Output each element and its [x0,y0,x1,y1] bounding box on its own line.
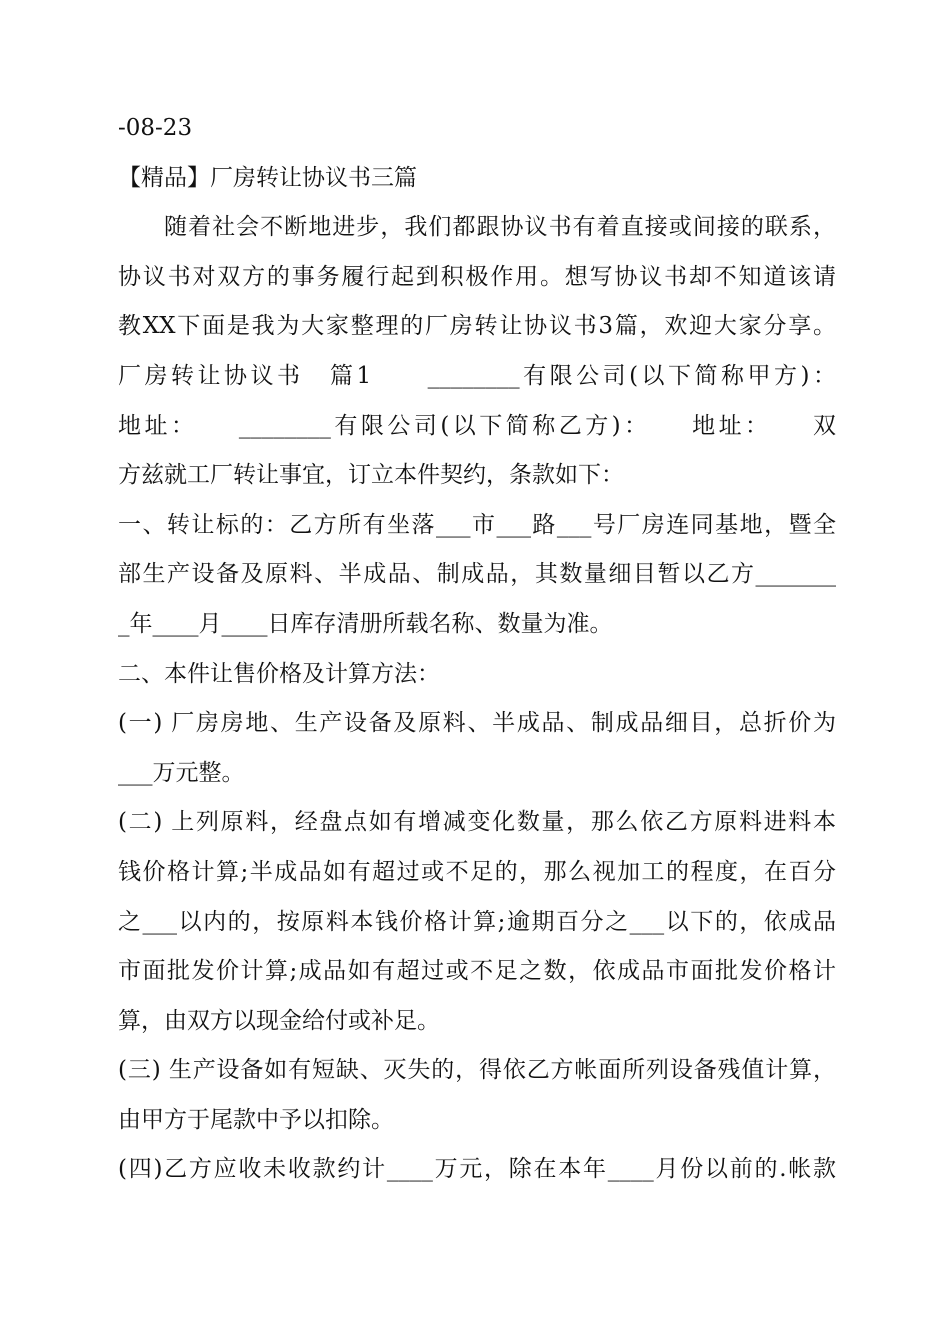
paragraph-line: (四)乙方应收未收款约计____万元，除在本年____月份以前的.帐款 [118,1156,836,1183]
paragraph-line: 之___以内的，按原料本钱价格计算;逾期百分之___以下的，依成品 [118,908,836,935]
paragraph-line: 地址： ________有限公司(以下简称乙方)： 地址： 双 [118,412,836,439]
paragraph-line: 方兹就工厂转让事宜，订立本件契约，条款如下： [118,462,624,489]
paragraph-line: 由甲方于尾款中予以扣除。 [118,1106,394,1133]
document-page [118,104,836,1195]
paragraph-line: 市面批发价计算;成品如有超过或不足之数，依成品市面批发价格计 [118,958,836,985]
paragraph-line: 厂房转让协议书 篇1 ________有限公司(以下简称甲方)： [118,362,836,389]
paragraph-line: 随着社会不断地进步，我们都跟协议书有着直接或间接的联系， [164,214,836,241]
paragraph-line: 一、转让标的：乙方所有坐落___市___路___号厂房连同基地，暨全 [118,511,836,538]
document-title: 【精品】厂房转让协议书三篇 [118,164,417,191]
paragraph-line: 教XX下面是我为大家整理的厂房转让协议书3篇，欢迎大家分享。 [118,313,836,340]
paragraph-line: _年____月____日库存清册所载名称、数量为准。 [118,610,613,637]
paragraph-line: 部生产设备及原料、半成品、制成品，其数量细目暂以乙方_______ [118,561,836,588]
paragraph-line: 协议书对双方的事务履行起到积极作用。想写协议书却不知道该请 [118,263,836,290]
paragraph-line: ___万元整。 [118,759,245,786]
paragraph-line: (一) 厂房房地、生产设备及原料、半成品、制成品细目，总折价为 [118,710,836,737]
paragraph-line: 算，由双方以现金给付或补足。 [118,1007,440,1034]
paragraph-line: 钱价格计算;半成品如有超过或不足的，那么视加工的程度，在百分 [118,858,836,885]
paragraph-line: (三) 生产设备如有短缺、灭失的，得依乙方帐面所列设备残值计算， [118,1057,836,1084]
paragraph-line: (二) 上列原料，经盘点如有增减变化数量，那么依乙方原料进料本 [118,809,836,836]
document-date: -08-23 [118,115,193,141]
paragraph-line: 二、本件让售价格及计算方法： [118,660,440,687]
